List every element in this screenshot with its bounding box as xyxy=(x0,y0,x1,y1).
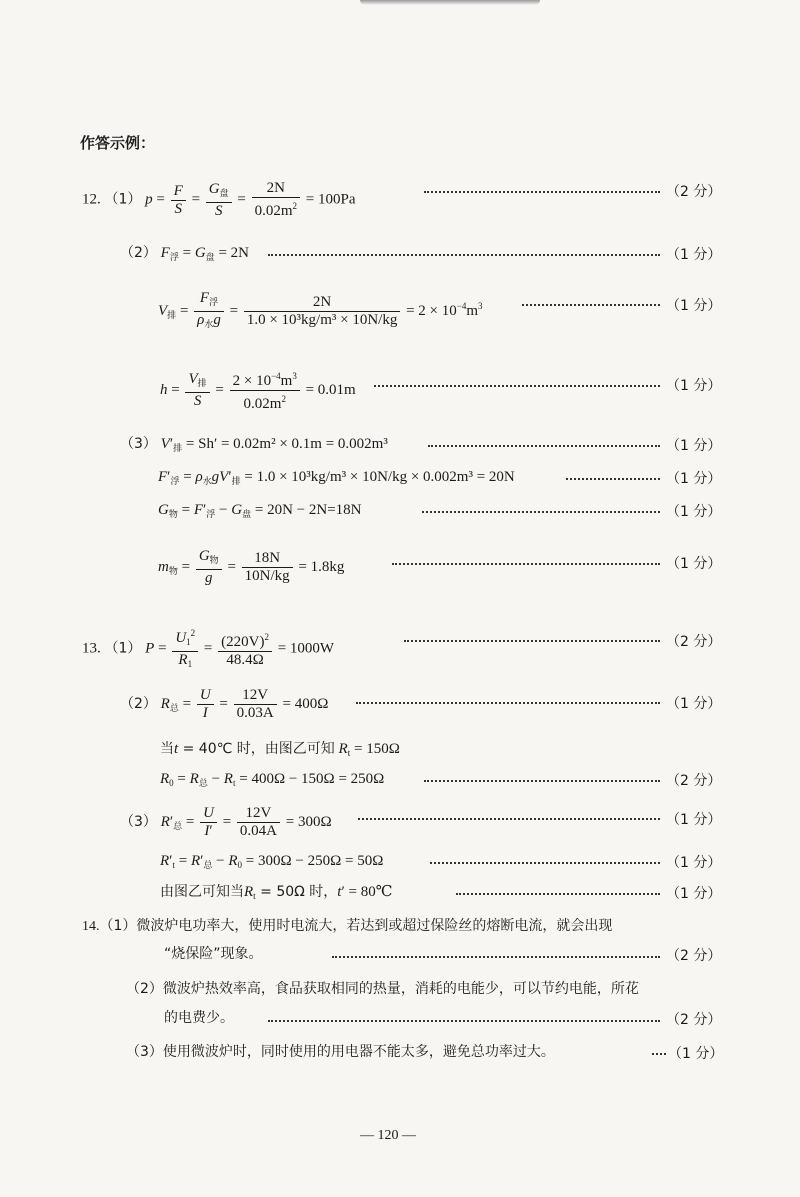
q13-conclusion-value: = 80℃ xyxy=(344,884,393,900)
q13-part2-line1: （2） $R_总$ = $\frac{U}{I}$ = $\frac{12V}{0.03A}$ = 400Ω xyxy=(120,687,329,721)
q13-part2-label: （2） xyxy=(120,695,157,712)
leader-dots xyxy=(404,640,660,642)
q12-den-g: 10N/kg xyxy=(244,568,290,584)
q13-part2-line3: $R_0 = R_总 - R_t = 400\Omega - 150\Omega = 250\Omega$ xyxy=(160,771,385,788)
score-label: （1 分） xyxy=(666,886,722,902)
q13-part1-label: （1） xyxy=(104,640,142,657)
q12-height-result: = 0.01m xyxy=(305,381,356,398)
score-label: （1 分） xyxy=(666,556,722,572)
q12-volume-exponent: −4 xyxy=(456,300,467,311)
q12-part2-label: （2） xyxy=(120,245,157,261)
q12-part3-label: （3） xyxy=(120,436,157,452)
q13-part3-line3: 由图乙可知当$R_t = 50\Omega$ 时，t′ = 80℃ xyxy=(160,884,393,901)
q12-num-2N: 2N xyxy=(252,180,300,198)
score-label: （2 分） xyxy=(666,184,722,200)
q13-condition-text: 当 xyxy=(160,741,174,757)
q13-power-result: = 1000W xyxy=(277,640,335,657)
q13-part3-line1: （3） $R'_总$ = $\frac{U}{I'}$ = $\frac{12V}{0.04A}$ = 300Ω xyxy=(120,805,332,839)
q13-den-current: 0.03A xyxy=(236,705,274,721)
q14-part3-line1 xyxy=(126,1042,555,1062)
q14-part2-line2: 的电费少。 xyxy=(164,1010,234,1026)
q12-num-2N: 2N xyxy=(244,294,401,312)
q12-volume-unit: m xyxy=(466,302,479,319)
score-label: （1 分） xyxy=(668,1046,724,1062)
leader-dots xyxy=(522,304,660,306)
q13-den-current2: 0.04A xyxy=(239,823,278,839)
score-label: （2 分） xyxy=(666,634,722,650)
q12-volume2-calc: = Sh′ = 0.02m² × 0.1m = 0.002m³ xyxy=(185,436,388,452)
score-label: （2 分） xyxy=(666,773,722,789)
q13-den-resistance: 48.4Ω xyxy=(226,652,264,668)
leader-dots xyxy=(374,385,660,387)
q12-buoyancy2-calc: = 1.0 × 10³kg/m³ × 10N/kg × 0.002m³ = 20N xyxy=(244,469,515,485)
leader-dots xyxy=(358,818,660,820)
q13-num-12V: 12V xyxy=(234,687,277,705)
q14-part1-text: 微波炉电功率大，使用时电流大，若达到或超过保险丝的熔断电流，就会出现 xyxy=(136,918,613,934)
q14-part3-text: 使用微波炉时，同时使用的用电器不能太多，避免总功率过大。 xyxy=(162,1044,555,1060)
q14-part1-label: （1） xyxy=(99,918,137,934)
q12-part1-equation: 12. （1） p = $\frac{F}{S}$ = $\frac{G_盘}{S}$ = $\frac{2N}{0.02m^2}$ = 100Pa xyxy=(82,180,356,219)
q13-number: 13. xyxy=(82,640,101,657)
q13-r0-calc: = 400Ω − 150Ω = 250Ω xyxy=(239,771,385,787)
leader-dots xyxy=(268,1020,660,1022)
q13-condition-value: = 150Ω xyxy=(350,741,400,757)
q12-part3-line2: $F'_浮 = \rho_水gV'_排 = 1.0 \times 10^3kg/m^3 \times 10N/kg \times 0.002m^3 = 20N$ xyxy=(158,469,515,486)
leader-dots xyxy=(428,445,660,447)
leader-dots xyxy=(332,956,660,958)
leader-dots xyxy=(422,511,660,513)
score-label: （1 分） xyxy=(666,438,722,454)
q12-part1-label: （1） xyxy=(104,191,142,208)
q13-part3-line2: $R'_t = R'_总 - R_0 = 300\Omega - 250\Omega = 50\Omega$ xyxy=(160,853,384,870)
q14-part2-label: （2） xyxy=(126,981,163,997)
q12-den-rhog: 1.0 × 10³kg/m³ × 10N/kg xyxy=(246,312,398,328)
q12-part3-line1: （3） $V'_排 = Sh' = 0.02m^2 \times 0.1m = 0.002m^3$ xyxy=(120,436,388,453)
q13-rt-calc: = 300Ω − 250Ω = 50Ω xyxy=(245,853,384,869)
q12-number: 12. xyxy=(82,191,101,208)
leader-dots xyxy=(430,862,660,864)
q14-part2-text: 微波炉热效率高，食品获取相同的热量，消耗的电能少，可以节约电能，所花 xyxy=(162,981,639,997)
score-label: （2 分） xyxy=(666,1012,722,1028)
q12-num-18N: 18N xyxy=(242,550,293,568)
q12-den-area: 0.02m xyxy=(243,396,282,412)
leader-dots xyxy=(566,478,660,480)
q12-den-area: 0.02m xyxy=(254,203,293,219)
score-label: （1 分） xyxy=(666,812,722,828)
q13-num-voltage: (220V) xyxy=(221,634,265,650)
score-label: （1 分） xyxy=(666,504,722,520)
q14-part2-line1 xyxy=(126,979,639,999)
q13-part2-condition: 当t = 40℃ 时，由图乙可知 $R_t = 150\Omega$ xyxy=(160,741,400,758)
q12-part2-line1: （2） $F_浮 = G_盘 = 2N$ xyxy=(120,245,249,262)
q12-part2-line2: $V_排$ = $\frac{F_浮}{\rho_水g}$ = $\frac{2N}{\text{1.0 × 10³kg/m³ × 10N/kg}}$ = $2 \times 10^{-4}m^3$ xyxy=(158,290,483,329)
leader-dots xyxy=(356,702,660,704)
q12-volume-result: = 2 × 10 xyxy=(406,302,457,319)
q14-part3-label: （3） xyxy=(126,1044,163,1060)
q12-part3-line3: $G_物 = F'_浮 - G_盘 = 20N - 2N=18N$ xyxy=(158,502,362,519)
q13-conclusion-text: = 50Ω 时， xyxy=(255,884,338,900)
q12-pressure-result: = 100Pa xyxy=(305,191,356,208)
score-label: （1 分） xyxy=(666,696,722,712)
score-label: （1 分） xyxy=(666,855,722,871)
q13-conclusion-text: 由图乙可知当 xyxy=(160,884,244,900)
q13-condition-text: = 40℃ 时，由图乙可知 xyxy=(178,741,335,757)
q13-total-resistance2: = 300Ω xyxy=(285,813,332,830)
page-number: — 120 — xyxy=(360,1128,416,1143)
q12-buoyancy-value: = 2N xyxy=(218,245,249,261)
leader-dots xyxy=(424,780,660,782)
q14-number: 14. xyxy=(82,919,100,934)
leader-dots xyxy=(456,893,660,895)
score-label: （1 分） xyxy=(666,471,722,487)
leader-dots xyxy=(268,254,660,256)
q13-total-resistance: = 400Ω xyxy=(282,695,329,712)
leader-dots xyxy=(652,1053,666,1055)
score-label: （2 分） xyxy=(666,948,722,964)
scan-shadow xyxy=(360,0,540,5)
q14-part1-line2: “烧保险”现象。 xyxy=(164,946,263,962)
leader-dots xyxy=(392,563,660,565)
leader-dots xyxy=(424,191,660,193)
q12-mass-result: = 1.8kg xyxy=(298,558,345,575)
score-label: （1 分） xyxy=(666,247,722,263)
q14-part1-line1 xyxy=(82,916,612,937)
q12-weight-calc: = 20N − 2N=18N xyxy=(254,502,362,518)
q13-part1-equation: 13. （1） P = $\frac{U_1^2}{R_1}$ = $\frac{(220V)^2}{48.4\Omega}$ = 1000W xyxy=(82,625,334,673)
q13-num-12V: 12V xyxy=(237,805,280,823)
q12-part2-line3: h = $\frac{V_排}{S}$ = $\frac{2 \times 10^{-4}m^3}{0.02m^2}$ = 0.01m xyxy=(160,368,356,413)
score-label: （1 分） xyxy=(666,298,722,314)
q13-part3-label: （3） xyxy=(120,813,157,830)
score-label: （1 分） xyxy=(666,378,722,394)
page-heading: 作答示例： xyxy=(80,134,156,152)
q12-part3-line4: $m_物$ = $\frac{G_物}{g}$ = $\frac{18N}{10N/kg}$ = 1.8kg xyxy=(158,548,345,586)
